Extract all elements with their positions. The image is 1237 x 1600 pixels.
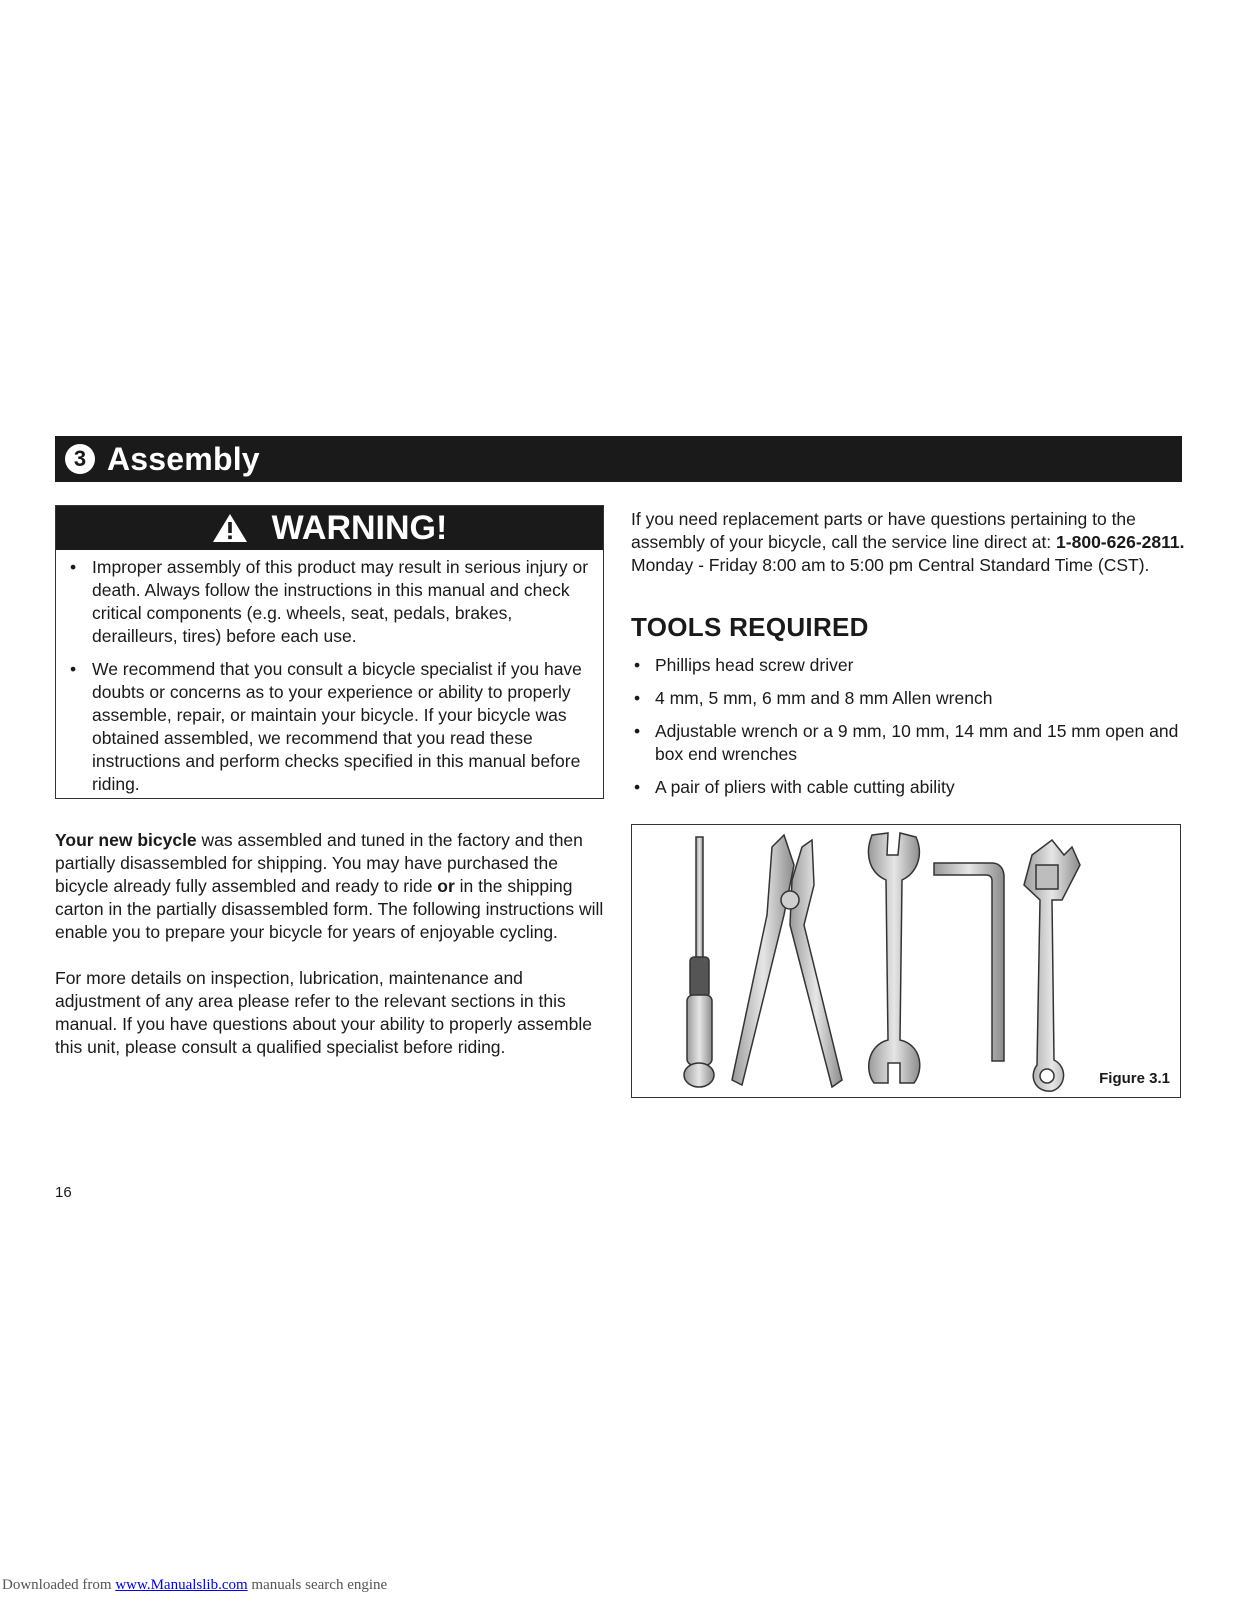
service-text-b: Monday - Friday 8:00 am to 5:00 pm Central Standard Time (CST). xyxy=(631,555,1150,575)
pliers-icon xyxy=(732,835,842,1087)
footer-link[interactable]: www.Manualslib.com xyxy=(115,1577,248,1593)
tool-item: • A pair of pliers with cable cutting ability xyxy=(631,776,1186,799)
tools-heading: TOOLS REQUIRED xyxy=(631,612,869,642)
section-number-badge: 3 xyxy=(65,444,95,474)
footer-prefix: Downloaded from xyxy=(2,1577,116,1593)
warning-triangle-icon xyxy=(212,513,248,543)
tool-item: • Phillips head screw driver xyxy=(631,654,1186,677)
service-phone: 1-800-626-2811. xyxy=(1056,532,1185,552)
tool-item: • Adjustable wrench or a 9 mm, 10 mm, 14 mm and 15 mm open and box end wrenches xyxy=(631,720,1186,766)
page-number: 16 xyxy=(55,1184,72,1201)
intro-paragraph xyxy=(55,829,604,944)
warning-item: • Improper assembly of this product may result in serious injury or death. Always follow the instructions in this manual and check critical components (e.g. wheels, seat, pedals, brakes, derailleurs, tires) before each use. xyxy=(70,556,589,648)
figure-caption: Figure 3.1 xyxy=(1099,1070,1170,1087)
adjustable-wrench-icon xyxy=(1024,840,1080,1091)
tools-list xyxy=(631,654,1186,809)
tool-item: • 4 mm, 5 mm, 6 mm and 8 mm Allen wrench xyxy=(631,687,1186,710)
footer-suffix: manuals search engine xyxy=(247,1577,388,1593)
footer xyxy=(2,1577,387,1594)
intro-text xyxy=(55,829,604,1082)
service-line-paragraph xyxy=(631,508,1186,577)
tools-illustration xyxy=(632,825,1180,1097)
warning-title: WARNING! xyxy=(271,508,448,547)
wrench-icon xyxy=(868,833,919,1083)
details-paragraph: For more details on inspection, lubrication, maintenance and adjustment of any area please refer to the relevant sections in this manual. If you have questions about your ability to properly assemble this unit, please consult a qualified specialist before riding. xyxy=(55,968,592,1057)
warning-box xyxy=(55,505,604,799)
screwdriver-icon xyxy=(684,837,714,1087)
allen-wrench-icon xyxy=(934,863,1004,1061)
tools-figure xyxy=(631,824,1181,1098)
intro-bold-or: or xyxy=(437,876,455,896)
service-text-a: If you need replacement parts or have questions pertaining to the assembly of your bicycle, call the service line direct at: xyxy=(631,509,1136,552)
warning-item: • We recommend that you consult a bicycle specialist if you have doubts or concerns as to your experience or ability to properly assemble, repair, or maintain your bicycle. If your bicycle was obtained assembled, we recommend that you read these instructions and perform checks specified in this manual before riding. xyxy=(70,658,589,796)
warning-list xyxy=(56,550,603,796)
section-title: Assembly xyxy=(107,440,260,477)
intro-bold-lead: Your new bicycle xyxy=(55,830,197,850)
section-header xyxy=(55,436,1182,482)
intro-text-b: in the shipping carton in the partially disassembled form. The following instructions will enable you to prepare your bicycle for years of enjoyable cycling. xyxy=(55,876,604,942)
intro-text-a: was assembled and tuned in the factory and then partially disassembled for shipping. You may have purchased the bicycle already fully assembled and ready to ride xyxy=(55,830,583,896)
warning-header xyxy=(56,506,603,550)
